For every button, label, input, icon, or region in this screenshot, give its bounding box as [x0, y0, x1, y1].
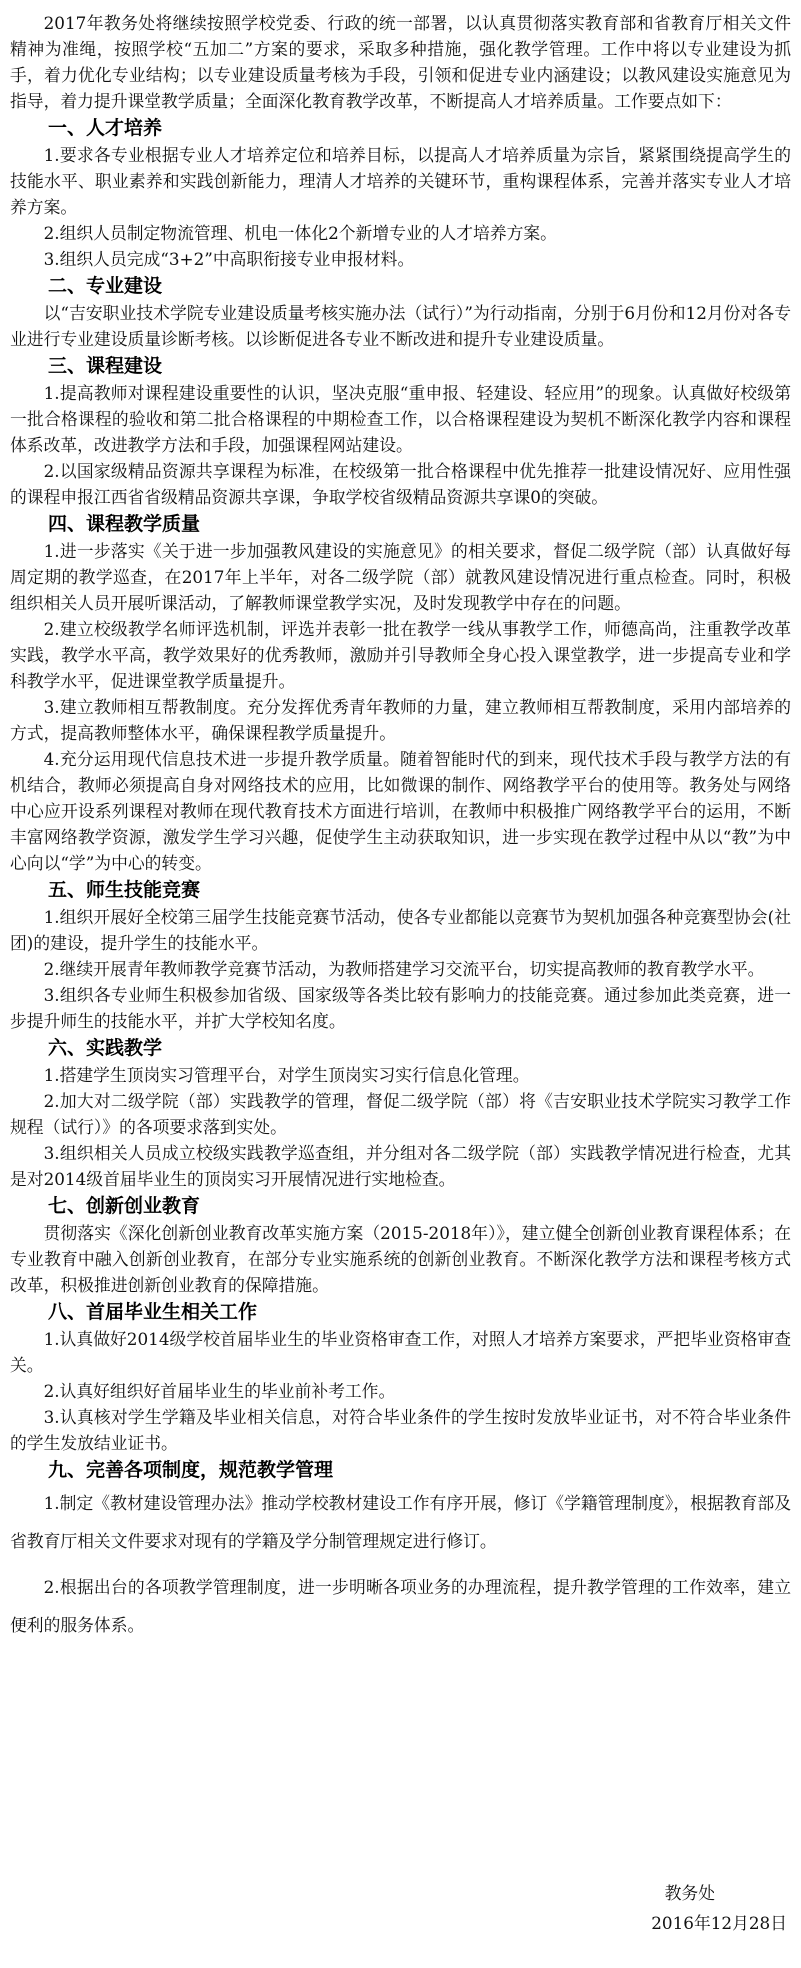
paragraph: 3.建立教师相互帮教制度。充分发挥优秀青年教师的力量，建立教师相互帮教制度，采用内部培养的方式，提高教师整体水平，确保课程教学质量提升。 — [10, 697, 791, 743]
paragraph: 1.认真做好2014级学校首届毕业生的毕业资格审查工作，对照人才培养方案要求，严把毕业资格审查关。 — [10, 1329, 791, 1375]
section-first-graduates — [10, 1298, 791, 1456]
paragraph: 1.组织开展好全校第三届学生技能竞赛节活动，使各专业都能以竞赛节为契机加强各种竞赛型协会(社团)的建设，提升学生的技能水平。 — [10, 907, 791, 953]
section-innovation-entrepreneurship — [10, 1192, 791, 1298]
section-heading: 四、课程教学质量 — [48, 513, 201, 535]
paragraph: 2.建立校级教学名师评选机制，评选并表彰一批在教学一线从事教学工作，师德高尚，注重教学改革实践，教学水平高，教学效果好的优秀教师，激励并引导教师全身心投入课堂教学，进一步提高专业和学科教学水平，促进课堂教学质量提升。 — [10, 619, 791, 691]
section-talent-training — [10, 114, 791, 272]
paragraph: 2.以国家级精品资源共享课程为标准，在校级第一批合格课程中优先推荐一批建设情况好、应用性强的课程申报江西省省级精品资源共享课，争取学校省级精品资源共享课0的突破。 — [10, 461, 791, 507]
paragraph: 1.制定《教材建设管理办法》推动学校教材建设工作有序开展，修订《学籍管理制度》，根据教育部及省教育厅相关文件要求对现有的学籍及学分制管理规定进行修订。 — [10, 1493, 791, 1551]
section-heading: 八、首届毕业生相关工作 — [48, 1301, 258, 1323]
section-heading: 二、专业建设 — [48, 275, 163, 297]
paragraph: 4.充分运用现代信息技术进一步提升教学质量。随着智能时代的到来，现代技术手段与教学方法的有机结合，教师必须提高自身对网络技术的应用，比如微课的制作、网络教学平台的使用等。教务处与网络中心应开设系列课程对教师在现代教育技术方面进行培训，在教师中积极推广网络教学平台的运用，不断丰富网络教学资源，激发学生学习兴趣，促使学生主动获取知识，进一步实现在教学过程中从以“教”为中心向以“学”为中心的转变。 — [10, 749, 791, 873]
section-heading: 六、实践教学 — [48, 1037, 163, 1059]
signature-date: 2016年12月28日 — [651, 1913, 787, 1933]
paragraph: 2.加大对二级学院（部）实践教学的管理，督促二级学院（部）将《吉安职业技术学院实习教学工作规程（试行）》的各项要求落到实处。 — [10, 1091, 791, 1137]
section-course-construction — [10, 352, 791, 510]
section-practice-teaching — [10, 1034, 791, 1192]
section-heading: 三、课程建设 — [48, 355, 163, 377]
section-heading: 七、创新创业教育 — [48, 1195, 201, 1217]
signature-block — [651, 1878, 787, 1938]
paragraph: 2.继续开展青年教师教学竞赛节活动，为教师搭建学习交流平台，切实提高教师的教育教学水平。 — [43, 959, 765, 979]
paragraph: 2.组织人员制定物流管理、机电一体化2个新增专业的人才培养方案。 — [43, 223, 557, 243]
intro-paragraph: 2017年教务处将继续按照学校党委、行政的统一部署，以认真贯彻落实教育部和省教育厅相关文件精神为准绳，按照学校“五加二”方案的要求，采取多种措施，强化教学管理。工作中将以专业建设为抓手，着力优化专业结构；以专业建设质量考核为手段，引领和促进专业内涵建设；以教风建设实施意见为指导，着力提升课堂教学质量；全面深化教育教学改革，不断提高人才培养质量。工作要点如下： — [10, 13, 791, 111]
paragraph: 2.认真好组织好首届毕业生的毕业前补考工作。 — [43, 1381, 396, 1401]
paragraph: 3.组织各专业师生积极参加省级、国家级等各类比较有影响力的技能竞赛。通过参加此类竞赛，进一步提升师生的技能水平，并扩大学校知名度。 — [10, 985, 791, 1031]
section-skills-competition — [10, 876, 791, 1034]
signature-department: 教务处 — [664, 1883, 715, 1903]
section-heading: 五、师生技能竞赛 — [48, 879, 201, 901]
paragraph: 3.组织相关人员成立校级实践教学巡查组，并分组对各二级学院（部）实践教学情况进行检查，尤其是对2014级首届毕业生的顶岗实习开展情况进行实地检查。 — [10, 1143, 791, 1189]
paragraph: 3.组织人员完成“3+2”中高职衔接专业申报材料。 — [43, 249, 415, 269]
paragraph: 1.要求各专业根据专业人才培养定位和培养目标，以提高人才培养质量为宗旨，紧紧围绕提高学生的技能水平、职业素养和实践创新能力，理清人才培养的关键环节，重构课程体系，完善并落实专业人才培养方案。 — [10, 145, 791, 217]
paragraph: 1.提高教师对课程建设重要性的认识，坚决克服“重申报、轻建设、轻应用”的现象。认真做好校级第一批合格课程的验收和第二批合格课程的中期检查工作，以合格课程建设为契机不断深化教学内容和课程体系改革，改进教学方法和手段，加强课程网站建设。 — [10, 383, 791, 455]
section-regulations — [10, 1456, 791, 1644]
paragraph: 1.搭建学生顶岗实习管理平台，对学生顶岗实习实行信息化管理。 — [43, 1065, 530, 1085]
section-major-construction — [10, 272, 791, 352]
paragraph: 3.认真核对学生学籍及毕业相关信息，对符合毕业条件的学生按时发放毕业证书，对不符合毕业条件的学生发放结业证书。 — [10, 1407, 791, 1453]
paragraph: 1.进一步落实《关于进一步加强教风建设的实施意见》的相关要求，督促二级学院（部）认真做好每周定期的教学巡查，在2017年上半年，对各二级学院（部）就教风建设情况进行重点检查。同时，积极组织相关人员开展听课活动，了解教师课堂教学实况，及时发现教学中存在的问题。 — [10, 541, 791, 613]
paragraph: 贯彻落实《深化创新创业教育改革实施方案（2015-2018年）》，建立健全创新创业教育课程体系；在专业教育中融入创新创业教育，在部分专业实施系统的创新创业教育。不断深化教学方法和课程考核方式改革，积极推进创新创业教育的保障措施。 — [10, 1223, 791, 1295]
paragraph: 2.根据出台的各项教学管理制度，进一步明晰各项业务的办理流程，提升教学管理的工作效率，建立便利的服务体系。 — [10, 1577, 791, 1635]
section-heading: 一、人才培养 — [48, 117, 163, 139]
paragraph: 以“吉安职业技术学院专业建设质量考核实施办法（试行）”为行动指南，分别于6月份和12月份对各专业进行专业建设质量诊断考核。以诊断促进各专业不断改进和提升专业建设质量。 — [10, 303, 791, 349]
section-heading: 九、完善各项制度，规范教学管理 — [48, 1459, 334, 1481]
section-teaching-quality — [10, 510, 791, 876]
